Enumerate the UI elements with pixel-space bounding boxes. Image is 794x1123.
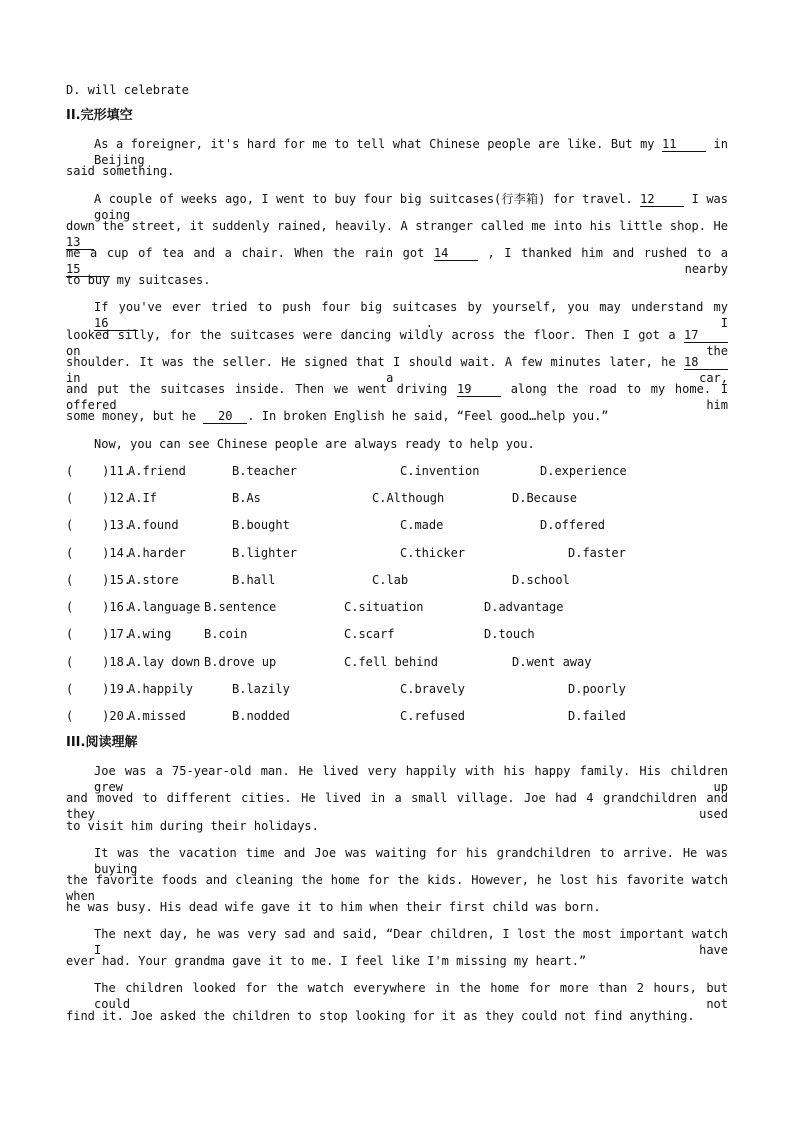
blank-16: 16 <box>94 316 138 331</box>
text-segment: on the <box>66 344 728 358</box>
reading-p2-line2: the favorite foods and cleaning the home for the kids. However, he lost his favorite watch when <box>66 873 728 903</box>
question-number[interactable]: ( )14. <box>66 546 132 560</box>
text-segment: and put the suitcases inside. Then we went driving <box>66 382 448 396</box>
option-c: C.scarf <box>344 627 395 641</box>
blank-12: 12 <box>640 192 684 207</box>
option-d: D.experience <box>540 464 627 478</box>
question-number[interactable]: ( )15. <box>66 573 132 587</box>
blank-15: 15 <box>66 262 110 277</box>
reading-p1-line3: to visit him during their holidays. <box>66 819 319 833</box>
option-a: A.friend <box>128 464 186 478</box>
reading-p2-line3: he was busy. His dead wife gave it to him when their first child was born. <box>66 900 601 914</box>
text-segment: A couple of weeks ago, I went to buy four big suitcases(行李箱) for travel. <box>94 192 633 206</box>
text-segment: As a foreigner, it's hard for me to tell what Chinese people are like. But my <box>94 137 655 151</box>
option-b: B.teacher <box>232 464 298 478</box>
option-c: C.invention <box>400 464 480 478</box>
text-segment: , I thanked him and rushed to a <box>487 246 728 260</box>
text-segment: looked silly, for the suitcases were dancing wildly across the floor. Then I got a <box>66 328 676 342</box>
text-segment: in Beijing <box>94 137 728 167</box>
option-a: A.harder <box>128 546 186 560</box>
option-d: D.advantage <box>484 600 564 614</box>
blank-19: 19 <box>457 382 501 397</box>
question-number[interactable]: ( )19. <box>66 682 132 696</box>
text-segment: . In broken English he said, “Feel good…help you.” <box>247 409 609 423</box>
option-d: D.Because <box>512 491 578 505</box>
option-c: C.Although <box>372 491 445 505</box>
question-number[interactable]: ( )11. <box>66 464 132 478</box>
blank-18: 18 <box>684 355 728 370</box>
blank-20: 20 <box>203 409 247 424</box>
text-segment: in a car, <box>66 371 728 385</box>
option-d-will-celebrate: D. will celebrate <box>66 83 189 97</box>
text-segment: . I <box>425 316 728 330</box>
cloze-p4: Now, you can see Chinese people are always ready to help you. <box>94 437 535 451</box>
blank-11: 11 <box>662 137 706 152</box>
question-number[interactable]: ( )17. <box>66 627 132 641</box>
blank-13: 13 <box>66 235 94 250</box>
option-d: D.faster <box>568 546 626 560</box>
text-segment: me a cup of tea and a chair. When the rain got <box>66 246 425 260</box>
option-c: C.made <box>400 518 444 532</box>
option-d: D.school <box>512 573 570 587</box>
option-b: B.sentence <box>204 600 277 614</box>
option-c: C.refused <box>400 709 466 723</box>
text-segment: shoulder. It was the seller. He signed that I should wait. A few minutes later, he <box>66 355 676 369</box>
option-b: B.drove up <box>204 655 277 669</box>
option-a: A.lay down <box>128 655 201 669</box>
option-c: C.bravely <box>400 682 466 696</box>
question-number[interactable]: ( )20. <box>66 709 132 723</box>
section-2-title: II.完形填空 <box>66 108 133 123</box>
option-d: D.failed <box>568 709 626 723</box>
cloze-p1-line1 <box>94 136 728 168</box>
option-a: A.language <box>128 600 201 614</box>
option-b: B.nodded <box>232 709 290 723</box>
question-number[interactable]: ( )12. <box>66 491 132 505</box>
option-d: D.poorly <box>568 682 626 696</box>
cloze-p3-line5 <box>66 408 609 424</box>
option-a: A.If <box>128 491 157 505</box>
blank-14: 14 <box>434 246 478 261</box>
option-b: B.lazily <box>232 682 290 696</box>
option-c: C.fell behind <box>344 655 438 669</box>
text-segment: some money, but he <box>66 409 197 423</box>
option-c: C.situation <box>344 600 424 614</box>
cloze-p1-line2: said something. <box>66 164 175 178</box>
option-d: D.offered <box>540 518 606 532</box>
option-a: A.happily <box>128 682 194 696</box>
cloze-p2-line4: to buy my suitcases. <box>66 273 211 287</box>
option-b: B.hall <box>232 573 276 587</box>
blank-17: 17 <box>684 328 728 343</box>
option-d: D.went away <box>512 655 592 669</box>
text-segment: If you've ever tried to push four big suitcases by yourself, you may understand my <box>94 300 728 314</box>
reading-p4-line2: find it. Joe asked the children to stop looking for it as they could not find anything. <box>66 1009 695 1023</box>
section-3-title: III.阅读理解 <box>66 735 138 750</box>
option-b: B.bought <box>232 518 290 532</box>
option-c: C.lab <box>372 573 409 587</box>
text-segment: I was going <box>94 192 729 222</box>
option-a: A.found <box>128 518 179 532</box>
option-a: A.wing <box>128 627 172 641</box>
question-number[interactable]: ( )13. <box>66 518 132 532</box>
text-segment: down the street, it suddenly rained, heavily. A stranger called me into his little shop. He <box>66 219 728 233</box>
option-a: A.store <box>128 573 179 587</box>
text-segment: along the road to my home. I offered him <box>66 382 728 412</box>
question-number[interactable]: ( )18. <box>66 655 132 669</box>
reading-p4-line1: The children looked for the watch everywhere in the home for more than 2 hours, but could not <box>94 981 728 1011</box>
reading-p3-line1: The next day, he was very sad and said, “Dear children, I lost the most important watch I have <box>94 927 728 957</box>
option-b: B.As <box>232 491 261 505</box>
reading-p3-line2: ever had. Your grandma gave it to me. I feel like I'm missing my heart.” <box>66 954 587 968</box>
reading-p2-line1: It was the vacation time and Joe was waiting for his grandchildren to arrive. He was buying <box>94 846 728 876</box>
option-b: B.lighter <box>232 546 298 560</box>
text-segment: nearby <box>684 262 728 276</box>
option-d: D.touch <box>484 627 535 641</box>
option-a: A.missed <box>128 709 186 723</box>
reading-p1-line2: and moved to different cities. He lived in a small village. Joe had 4 grandchildren and they used <box>66 791 728 821</box>
reading-p1-line1: Joe was a 75-year-old man. He lived very happily with his happy family. His children grew up <box>94 764 728 794</box>
option-b: B.coin <box>204 627 248 641</box>
option-c: C.thicker <box>400 546 466 560</box>
question-number[interactable]: ( )16. <box>66 600 132 614</box>
